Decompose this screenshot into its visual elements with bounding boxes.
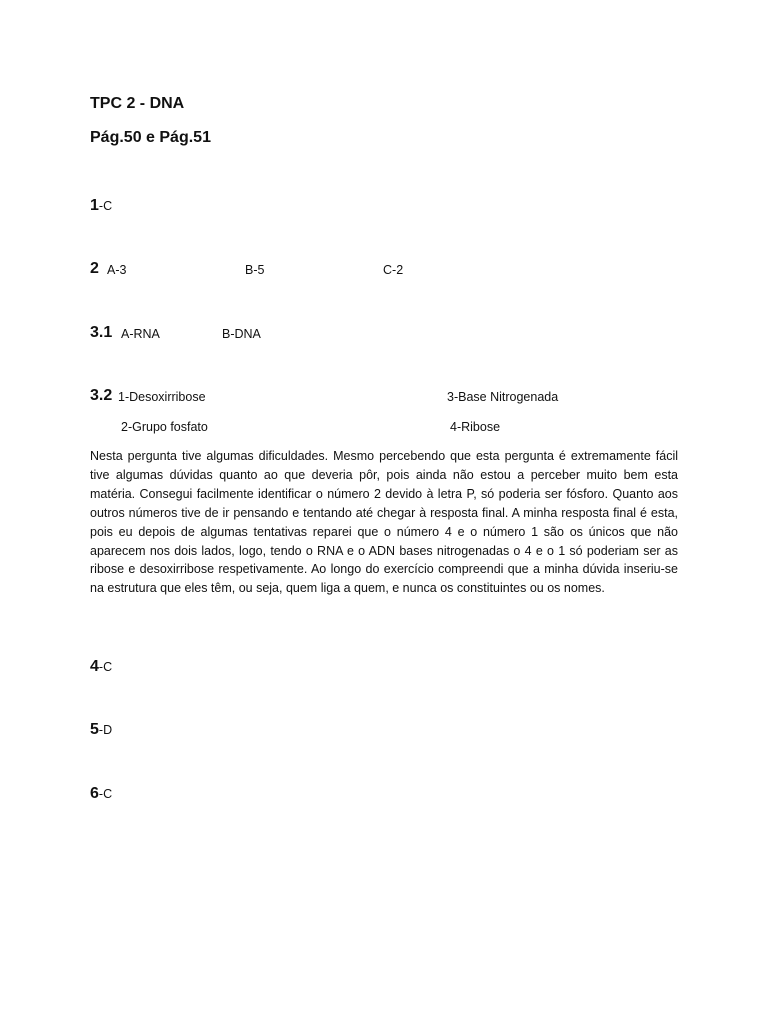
answer-item-2: 2-Grupo fosfato <box>121 420 208 434</box>
question-1 <box>90 197 112 215</box>
page-reference: Pág.50 e Pág.51 <box>90 129 211 146</box>
answer-a: A-3 <box>107 263 127 277</box>
answer: -C <box>98 199 113 213</box>
document-title: TPC 2 - DNA <box>90 95 185 112</box>
question-2-number: 2 <box>90 260 99 277</box>
reflection-paragraph: Nesta pergunta tive algumas dificuldades. Mesmo percebendo que esta pergunta é extremamente fácil tive algumas dúvidas quanto ao que deveria pôr, pois ainda não estou a perceber muito bem esta matéria. Consegui facilmente identificar o número 2 devido à letra P, só poderia ser fósforo. Quanto aos outros números tive de ir pensando e tentando até chegar à resposta final. A minha resposta final é esta, pois eu depois de algumas tentativas reparei que o número 4 e o número 1 são os únicos que não aparecem nos dois lados, logo, tendo o RNA e o ADN bases nitrogenadas o 4 e o 1 só poderiam ser as ribose e desoxirribose respetivamente. Ao longo do exercício compreendi que a minha dúvida inseriu-se na estrutura que eles têm, ou seja, quem liga a quem, e nunca os constituintes ou os nomes. <box>90 449 678 596</box>
question-number: 5 <box>90 721 99 738</box>
question-3-2-number: 3.2 <box>90 387 113 404</box>
question-number: 4 <box>90 658 99 675</box>
question-number: 1 <box>90 197 99 214</box>
answer-item-1: 1-Desoxirribose <box>118 390 206 404</box>
question-5 <box>90 721 112 739</box>
answer-b: B-DNA <box>222 327 261 341</box>
answer: -C <box>98 787 113 801</box>
answer: -D <box>98 723 113 737</box>
answer-item-4: 4-Ribose <box>450 420 501 434</box>
answer-c: C-2 <box>383 263 404 277</box>
answer-b: B-5 <box>245 263 265 277</box>
question-4 <box>90 658 112 676</box>
answer: -C <box>98 660 113 674</box>
answer-item-3: 3-Base Nitrogenada <box>447 390 559 404</box>
answer-a: A-RNA <box>121 327 160 341</box>
question-number: 6 <box>90 785 99 802</box>
question-6 <box>90 785 112 803</box>
question-3-1-number: 3.1 <box>90 324 113 341</box>
